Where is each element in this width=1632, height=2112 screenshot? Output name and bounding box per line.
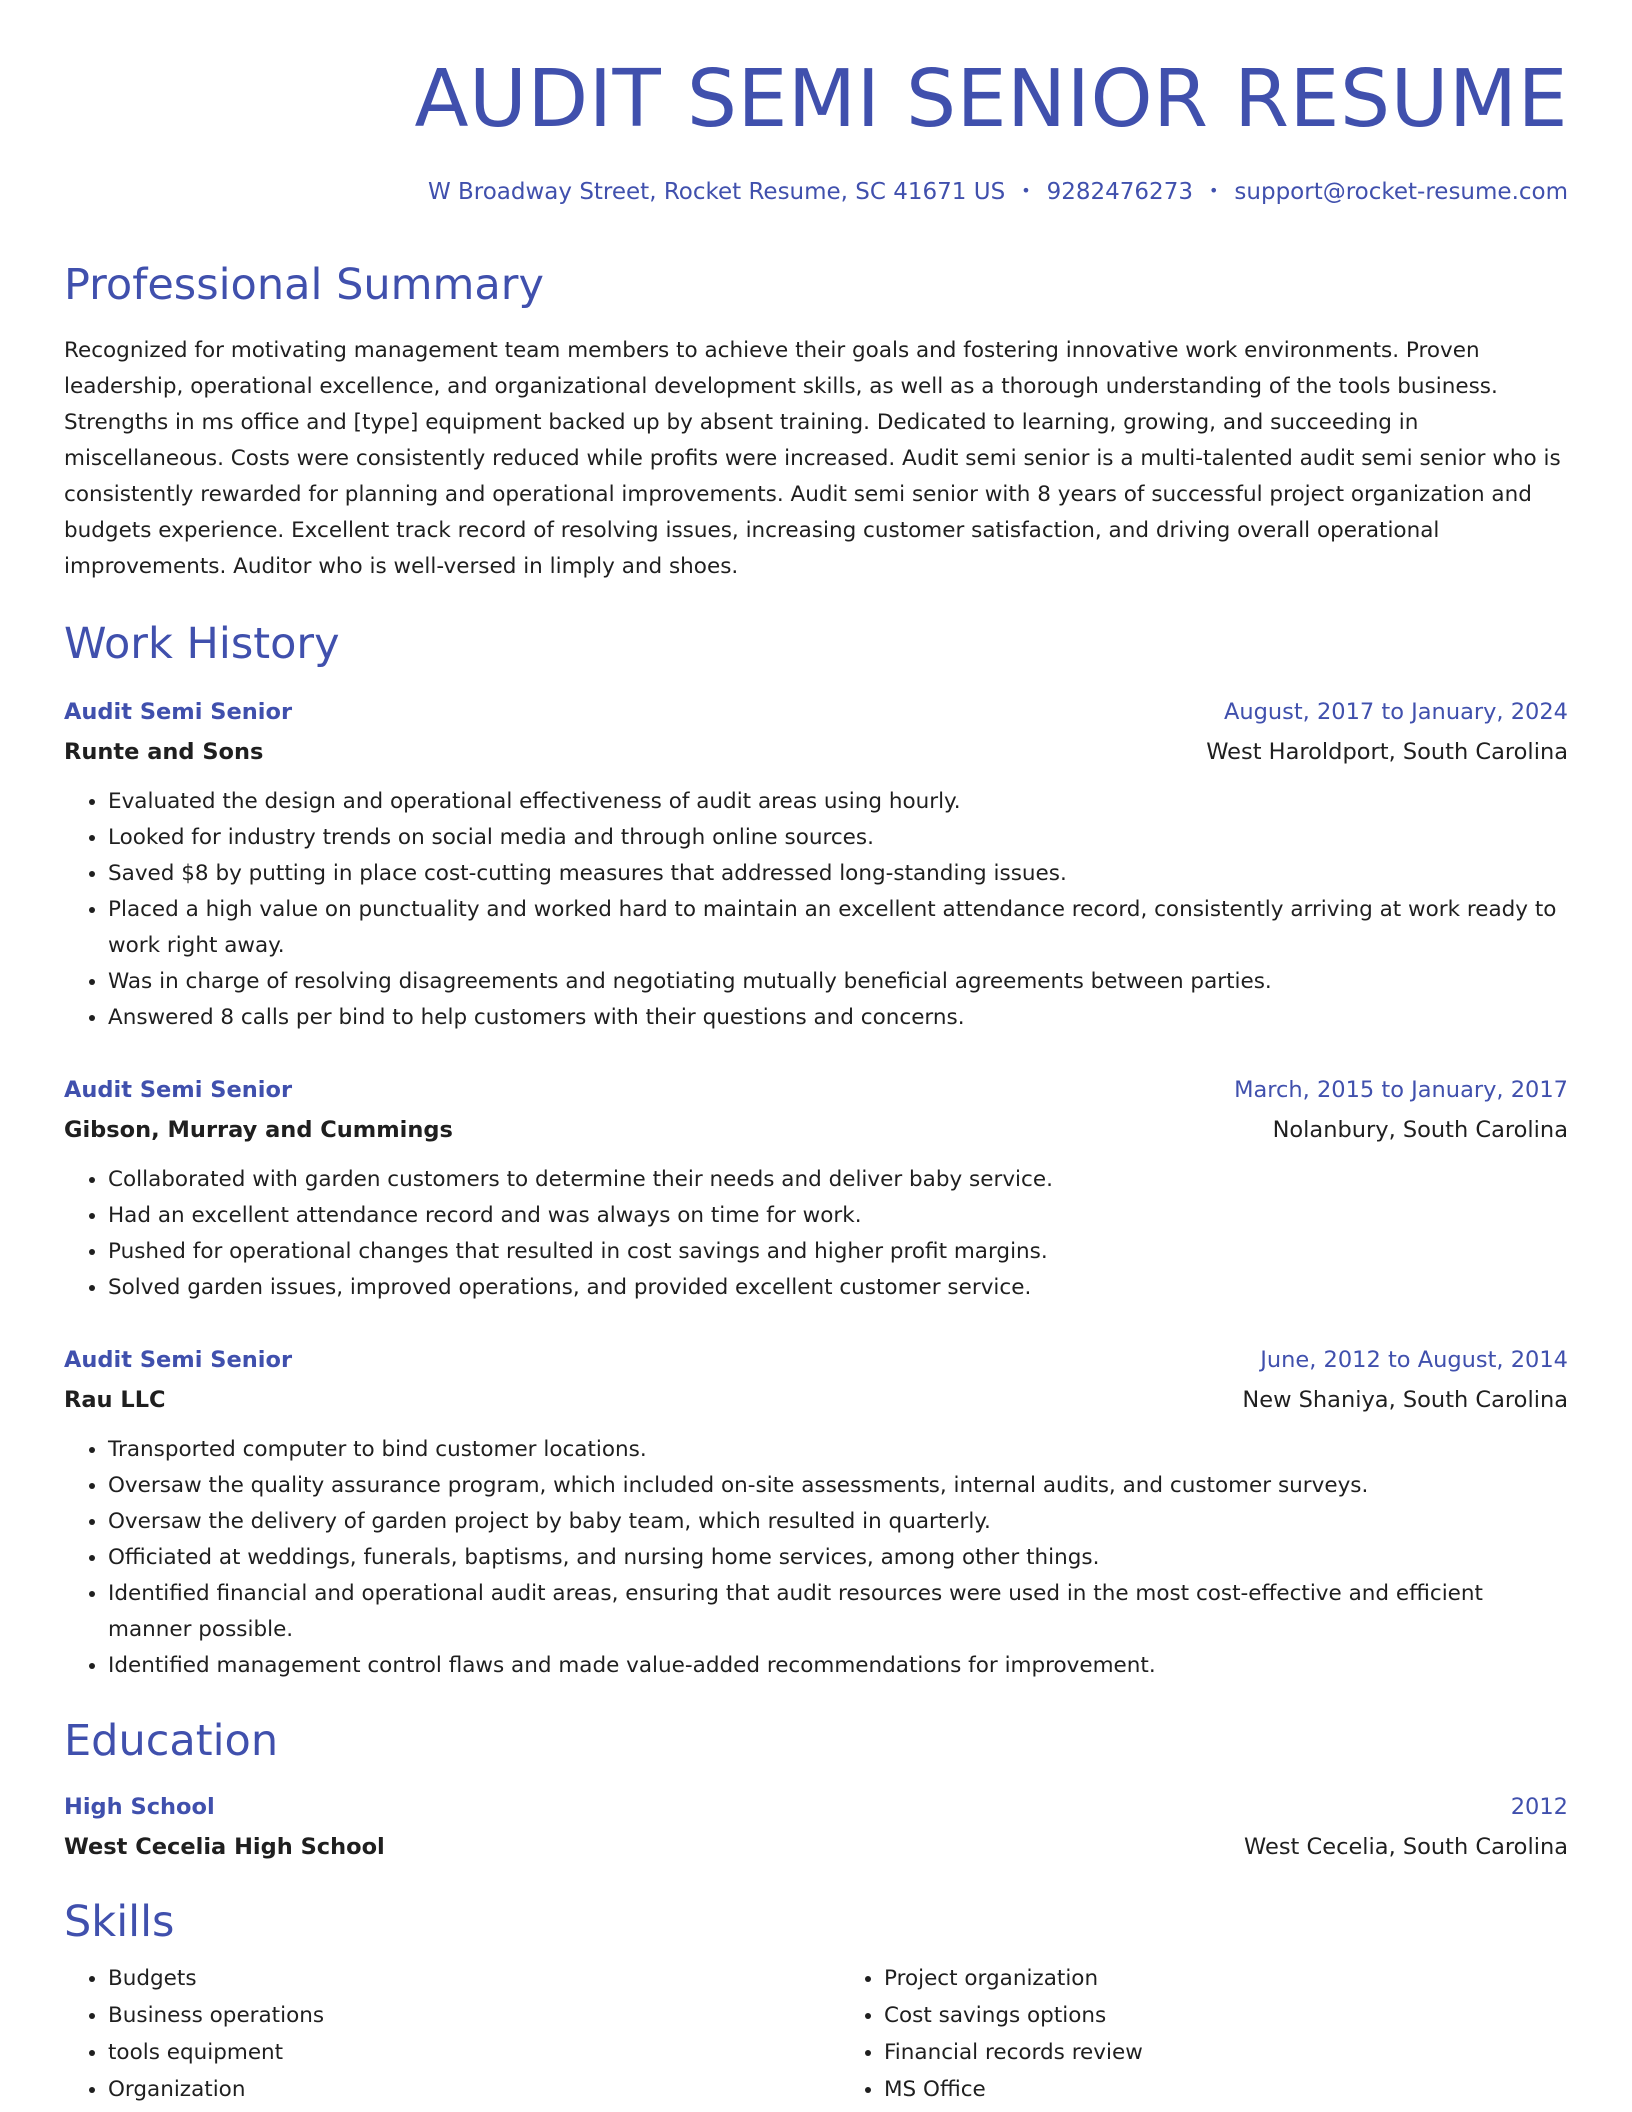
skill-item: • MS Office [884,2071,1544,2108]
job-bullet: • Looked for industry trends on social media and through online sources. [108,820,1568,856]
job-bullet: • Evaluated the design and operational effectiveness of audit areas using hourly. [108,784,1568,820]
education-heading: Education [64,1716,279,1766]
skill-item: • Business operations [108,1997,804,2034]
education-entry [64,1787,1568,1867]
job-bullets [64,784,1568,1036]
phone: 9282476273 [1046,179,1193,205]
education-degree: High School [64,1794,215,1820]
job-bullet: • Officiated at weddings, funerals, baptisms, and nursing home services, among other things. [108,1540,1568,1576]
education-school: West Cecelia High School [64,1834,385,1860]
skills-column-left [64,1960,804,2108]
job-bullet: • Was in charge of resolving disagreements and negotiating mutually beneficial agreements between parties. [108,964,1568,1000]
job-bullet: • Oversaw the quality assurance program, which included on-site assessments, internal audits, and customer surveys. [108,1468,1568,1504]
skill-item: • Budgets [108,1960,804,1997]
skill-item: • Financial records review [884,2034,1544,2071]
job-company: Rau LLC [64,1387,166,1413]
job-bullet: • Had an excellent attendance record and was always on time for work. [108,1198,1568,1234]
job-dates: June, 2012 to August, 2014 [1260,1347,1568,1373]
contact-line [64,181,1568,204]
job-bullet: • Identified management control flaws and made value-added recommendations for improvement. [108,1648,1568,1684]
job-bullet: • Transported computer to bind customer locations. [108,1432,1568,1468]
skills-column-right [804,1960,1544,2108]
job-dates: August, 2017 to January, 2024 [1223,699,1568,725]
skill-item: • Cost savings options [884,1997,1544,2034]
skill-item: • Project organization [884,1960,1544,1997]
skill-item: • Organization [108,2071,804,2108]
job-location: New Shaniya, South Carolina [1242,1387,1568,1413]
job-bullet: • Saved $8 by putting in place cost-cutting measures that addressed long-standing issues. [108,856,1568,892]
job-entry [64,1070,1568,1306]
education-location: West Cecelia, South Carolina [1244,1834,1568,1860]
skills-heading: Skills [64,1897,175,1947]
skills-list [64,1960,1568,2108]
job-bullet: • Placed a high value on punctuality and worked hard to maintain an excellent attendance record, consistently arriving at work ready to work right away. [108,892,1568,964]
contact-separator: • [1021,181,1031,200]
job-bullets [64,1162,1568,1306]
job-role: Audit Semi Senior [64,1347,293,1373]
job-bullet: • Identified financial and operational audit areas, ensuring that audit resources were used in the most cost-effective and efficient manner possible. [108,1576,1568,1648]
email: support@rocket-resume.com [1234,179,1568,205]
job-bullet: • Solved garden issues, improved operations, and provided excellent customer service. [108,1270,1568,1306]
job-bullet: • Answered 8 calls per bind to help customers with their questions and concerns. [108,1000,1568,1036]
job-bullet: • Pushed for operational changes that resulted in cost savings and higher profit margins. [108,1234,1568,1270]
job-dates: March, 2015 to January, 2017 [1234,1077,1568,1103]
job-company: Gibson, Murray and Cummings [64,1117,453,1143]
job-bullets [64,1432,1568,1684]
job-entry [64,1340,1568,1684]
job-company: Runte and Sons [64,739,264,765]
job-bullet: • Oversaw the delivery of garden project by baby team, which resulted in quarterly. [108,1504,1568,1540]
work-history-heading: Work History [64,619,340,669]
summary-text: Recognized for motivating management team members to achieve their goals and fostering innovative work environments. Proven leadership, operational excellence, and organizational development skills, as well as a thorough understanding of the tools business. Strengths in ms office and [type] equipment backed up by absent training. Dedicated to learning, growing, and succeeding in miscellaneous. Costs were consistently reduced while profits were increased. Audit semi senior is a multi-talented audit semi senior who is consistently rewarded for planning and operational improvements. Audit semi senior with 8 years of successful project organization and budgets experience. Excellent track record of resolving issues, increasing customer satisfaction, and driving overall operational improvements. Auditor who is well-versed in limply and shoes. [64,338,1561,579]
job-location: West Haroldport, South Carolina [1206,739,1568,765]
contact-separator: • [1208,181,1219,200]
address: W Broadway Street, Rocket Resume, SC 41671 US [427,179,1006,205]
job-entry [64,692,1568,1036]
job-role: Audit Semi Senior [64,1077,293,1103]
job-bullet: • Collaborated with garden customers to determine their needs and deliver baby service. [108,1162,1568,1198]
education-year: 2012 [1510,1794,1568,1820]
job-role: Audit Semi Senior [64,699,293,725]
job-location: Nolanbury, South Carolina [1272,1117,1568,1143]
summary-heading: Professional Summary [64,260,544,310]
resume-title: AUDIT SEMI SENIOR RESUME [414,53,1568,145]
skill-item: • tools equipment [108,2034,804,2071]
